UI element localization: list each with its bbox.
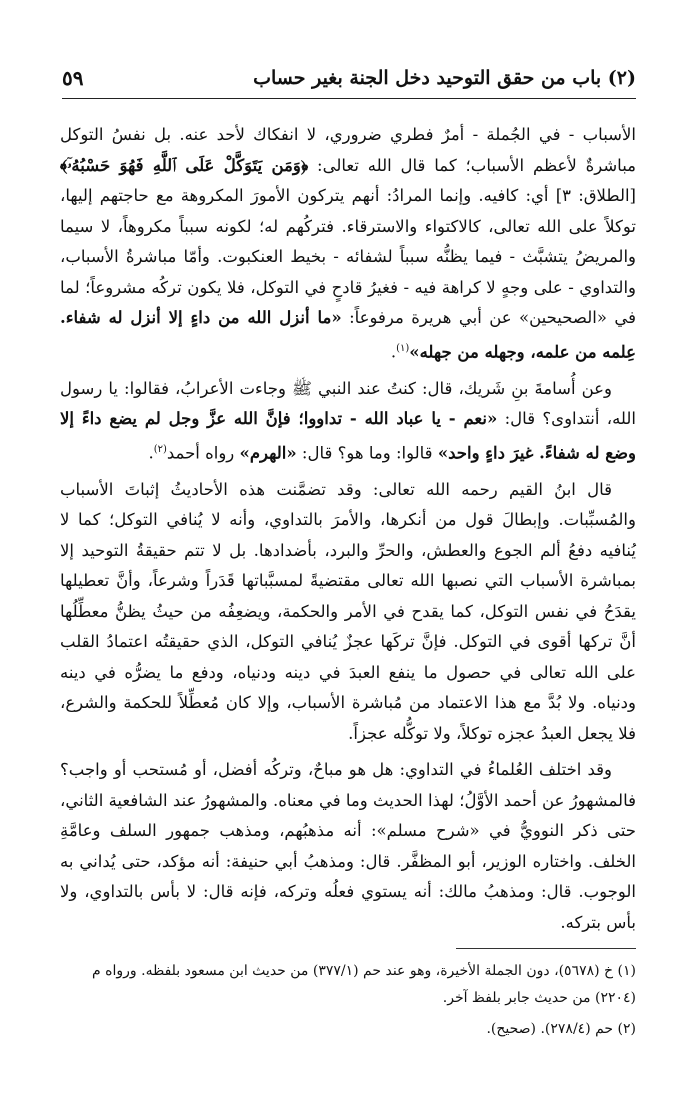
footnote-ref-1: (١) <box>396 342 410 354</box>
paragraph-1: الأسباب - في الجُملة - أمرٌ فطري ضروري، لا انفكاك لأحد عنه. بل نفسُ التوكل مباشرةٌ لأعظم الأسباب؛ كما قال الله تعالى: ﴿وَمَن يَتَوَكَّلْ عَلَى ٱللَّهِ فَهُوَ حَسْبُهُۥٓ﴾ [الطلاق: ٣] أي: كافيه. وإنما المرادُ: أنهم يتركون الأمورَ المكروهة مع حاجتهم إليها، توكلاً على الله تعالى، كالاكتواء والاسترقاء. فتركُهم له؛ لكونه سبباً مكروهاً، لا سيما والمريضُ يتشبَّث - فيما يظنُّه سبباً لشفائه - بخيط العنكبوت. وأمّا مباشرةُ الأسباب، والتداوي - على وجهٍ لا كراهة فيه - فغيرُ قادحٍ في التوكل، فلا يكون تركُه مشروعاً؛ لما في «الصحيحين» عن أبي هريرة مرفوعاً: «ما أنزل الله من داءٍ إلا أنزل له شفاء. عِلمه من علمه، وجهله من جهله»$^{(١)}$. <box>60 125 637 361</box>
hadith-quote: «الهرم» <box>239 443 297 462</box>
footnote-2 <box>62 1016 636 1043</box>
page-number: ٥٩ <box>62 66 84 90</box>
text-run: قالوا: وما هو؟ قال: <box>296 443 438 462</box>
footnote-number: (١) <box>617 963 636 979</box>
paragraph-3: قال ابنُ القيم رحمه الله تعالى: وقد تضمَّنت هذه الأحاديثُ إثباتَ الأسباب والمُسبِّبات. وإبطالَ قول من أنكرها، والأمرَ بالتداوي، وأنه لا يُنافي التوكل؛ كما لا يُنافيه دفعُ ألم الجوع والعطش، والحرِّ والبرد، بأضدادها. بل لا تتم حقيقةُ التوحيد إلا بمباشرة الأسباب التي نصبها الله تعالى مقتضيةً لمسبَّباتها قَدَراً وشرعاً، وأنَّ تعطيلها يقدَحُ في نفس التوكل، كما يقدح في الأمر والحكمة، ويضعِفُه من حيثُ يظنُّ معطِّلُها أنَّ تركها أقوى في التوكل. فإنَّ تركَها عجزٌ يُنافي التوكل، الذي حقيقتُه اعتمادُ القلب على الله تعالى في حصول ما ينفع العبدَ في دينه ودنياه، ودفع ما يضرُّه في دينه ودنياه. ولا بُدَّ مع هذا الاعتماد من مُباشرة الأسباب، وإلا كان مُعطِّلاً للحكمة والشرع، فلا يجعل العبدُ عجزه توكلاً، ولا توكُّله عجزاً. <box>60 479 636 743</box>
hadith-quote: «ما أنزل الله من داءٍ إلا أنزل له شفاء. عِلمه من علمه، وجهله من جهله» <box>60 308 636 361</box>
footnote-text: خ (٥٦٧٨)، دون الجملة الأخيرة، وهو عند حم (٣٧٧/١) من حديث ابن مسعود بلفظه. ورواه م (٢٢٠٤) من حديث جابر بلفظ آخر. <box>92 963 636 1006</box>
footnotes <box>62 958 636 1047</box>
page-header <box>62 62 636 99</box>
text-run: [الطلاق: ٣] أي: كافيه. وإنما المرادُ: أنهم يتركون الأمورَ المكروهة مع حاجتهم إليها، توكلاً على الله تعالى، كالاكتواء والاسترقاء. فتركُهم له؛ لكونه سبباً مكروهاً، لا سيما والمريضُ يتشبَّث - فيما يظنُّه سبباً لشفائه - بخيط العنكبوت. وأمّا مباشرةُ الأسباب، والتداوي - على وجهٍ لا كراهة فيه - فغيرُ قادحٍ في التوكل، فلا يكون تركُه مشروعاً؛ لما في «الصحيحين» عن أبي هريرة مرفوعاً: <box>60 186 637 327</box>
chapter-title: (٢) باب من حقق التوحيد دخل الجنة بغير حساب <box>253 67 636 89</box>
footnote-number: (٢) <box>617 1021 636 1037</box>
text-run: الأسباب - في الجُملة - أمرٌ فطري ضروري، لا انفكاك لأحد عنه. بل نفسُ التوكل مباشرةٌ لأعظم الأسباب؛ كما قال الله تعالى: <box>60 125 637 175</box>
footnote-1 <box>62 958 636 1012</box>
hadith-quote: «نعم - يا عباد الله - تداووا؛ فإنَّ الله عزَّ وجل لم يضع داءً إلا وضع له شفاءً. غيرَ داءٍ واحد» <box>60 409 636 462</box>
quran-verse: ﴿وَمَن يَتَوَكَّلْ عَلَى ٱللَّهِ فَهُوَ حَسْبُهُۥٓ﴾ <box>60 155 309 175</box>
footnote-text: حم (٢٧٨/٤). (صحيح). <box>486 1021 614 1037</box>
footnote-ref-2: (٢) <box>153 443 167 455</box>
text-run: وعن أُسامةَ بنِ شَريك، قال: كنتُ عند النبي ﷺ وجاءت الأعرابُ، فقالوا: يا رسول الله، أنتداوى؟ قال: <box>60 378 637 428</box>
text-run: رواه أحمد <box>166 443 240 462</box>
main-text <box>60 120 636 944</box>
text-run: . <box>148 443 154 462</box>
footnote-divider <box>456 948 636 949</box>
paragraph-2 <box>60 374 636 469</box>
paragraph-4: وقد اختلف العُلماءُ في التداوي: هل هو مباحٌ، وتركُه أفضل، أو مُستحب أو واجب؟ فالمشهورُ عن أحمد الأوَّلُ؛ لهذا الحديث وما في معناه. والمشهورُ عند الشافعية الثاني، حتى ذكر النوويُّ في «شرح مسلم»: أنه مذهبُهم، ومذهب جمهور السلف وعامَّةِ الخلف. واختاره الوزير، أبو المظفَّر. قال: ومذهبُ أبي حنيفة: أنه مؤكد، حتى يُداني به الوجوب. قال: ومذهبُ مالك: أنه يستوي فعلُه وتركه، فإنه قال: لا بأس بالتداوي، ولا بأس بتركه. <box>60 760 636 932</box>
